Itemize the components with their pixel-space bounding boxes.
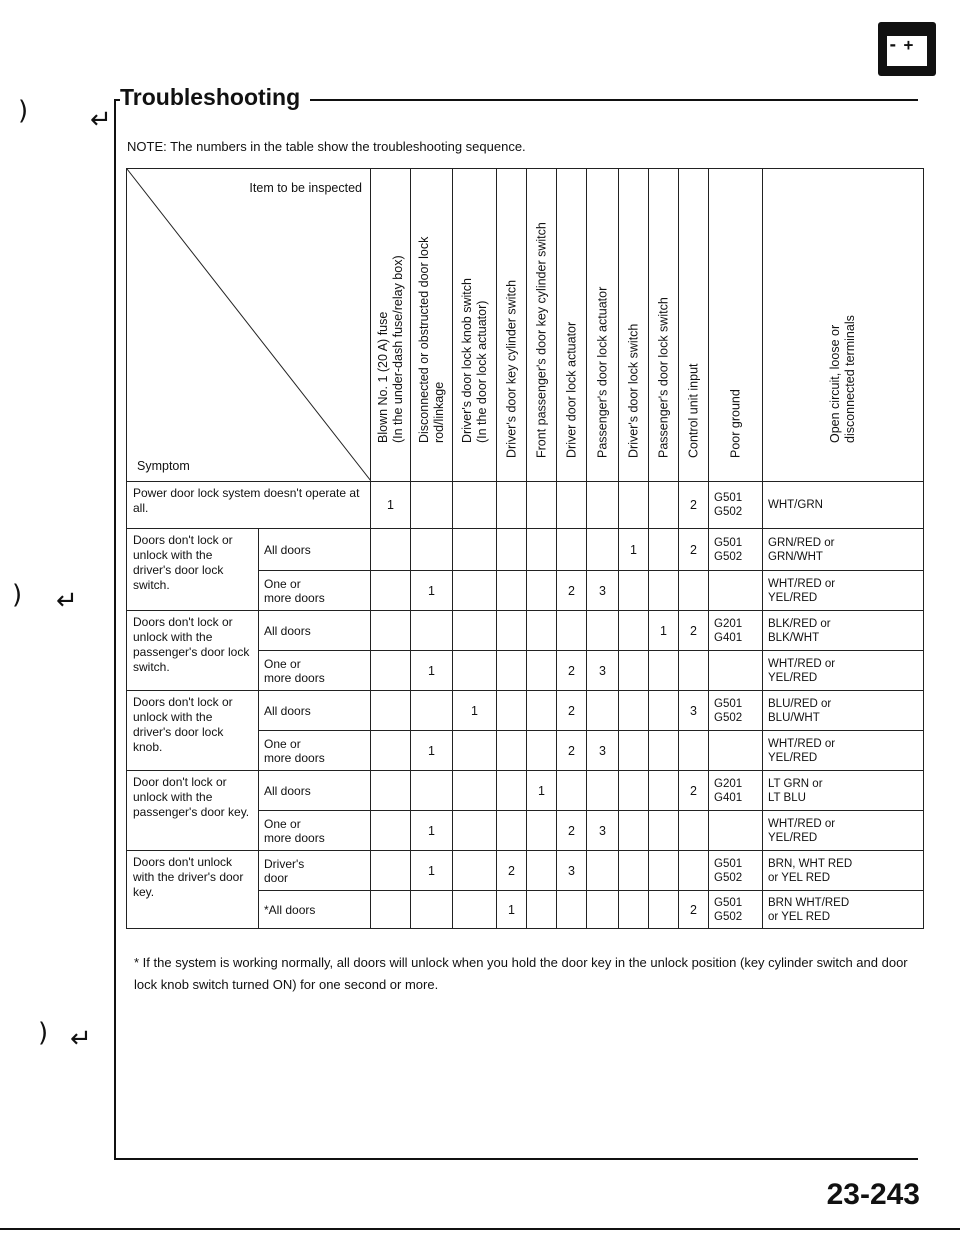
open-circuit-cell: BRN WHT/RED or YEL RED	[763, 891, 924, 929]
sequence-cell	[587, 482, 619, 529]
symptom-cell: Doors don't lock or unlock with the driver's door lock knob.	[127, 691, 259, 771]
sequence-cell: 1	[411, 571, 453, 611]
margin-bracket-bottom: )	[38, 1018, 49, 1048]
sequence-cell	[649, 691, 679, 731]
condition-cell: One or more doors	[259, 651, 371, 691]
column-header-line: Driver's door key cylinder switch	[504, 279, 518, 458]
open-circuit-cell: WHT/RED or YEL/RED	[763, 731, 924, 771]
column-header-line: (In the under-dash fuse/relay box)	[390, 255, 405, 443]
note-text: NOTE: The numbers in the table show the troubleshooting sequence.	[127, 139, 526, 154]
symptom-cell: Power door lock system doesn't operate at all.	[127, 482, 371, 529]
sequence-cell	[527, 611, 557, 651]
sequence-cell: 1	[453, 691, 497, 731]
sequence-cell: 2	[679, 482, 709, 529]
symptom-cell: Doors don't unlock with the driver's door key.	[127, 851, 259, 929]
table-row	[127, 691, 924, 731]
sequence-cell	[619, 482, 649, 529]
poor-ground-cell: G201 G401	[709, 611, 763, 651]
sequence-cell	[527, 691, 557, 731]
page-title: Troubleshooting	[120, 84, 310, 111]
sequence-cell	[649, 482, 679, 529]
sequence-cell	[649, 529, 679, 571]
sequence-cell	[619, 571, 649, 611]
poor-ground-cell	[709, 651, 763, 691]
sequence-cell: 1	[411, 811, 453, 851]
poor-ground-cell: G501 G502	[709, 529, 763, 571]
column-header-9	[649, 169, 679, 482]
poor-ground-cell: G501 G502	[709, 691, 763, 731]
sequence-cell	[453, 731, 497, 771]
page-number: 23-243	[826, 1178, 920, 1211]
table-row	[127, 529, 924, 571]
sequence-cell	[411, 891, 453, 929]
header-diagonal-cell	[127, 169, 371, 482]
condition-cell: Driver's door	[259, 851, 371, 891]
open-circuit-cell: LT GRN or LT BLU	[763, 771, 924, 811]
symptom-cell: Doors don't lock or unlock with the passenger's door lock switch.	[127, 611, 259, 691]
condition-cell: One or more doors	[259, 811, 371, 851]
column-header-line: Open circuit, loose or	[828, 324, 842, 443]
poor-ground-cell: G501 G502	[709, 482, 763, 529]
sequence-cell	[557, 771, 587, 811]
sequence-cell: 2	[557, 811, 587, 851]
sequence-cell	[527, 529, 557, 571]
sequence-cell: 1	[411, 651, 453, 691]
sequence-cell	[649, 571, 679, 611]
column-header-10	[679, 169, 709, 482]
column-header-line: rod/linkage	[431, 381, 446, 443]
sequence-cell	[371, 891, 411, 929]
sequence-cell	[371, 651, 411, 691]
column-header-3	[453, 169, 497, 482]
sequence-cell	[649, 891, 679, 929]
condition-cell: *All doors	[259, 891, 371, 929]
sequence-cell	[453, 611, 497, 651]
sequence-cell	[411, 529, 453, 571]
sequence-cell	[527, 811, 557, 851]
sequence-cell	[679, 851, 709, 891]
symptom-cell: Door don't lock or unlock with the passenger's door key.	[127, 771, 259, 851]
sequence-cell: 1	[649, 611, 679, 651]
sequence-cell: 3	[557, 851, 587, 891]
column-header-line: Passenger's door lock switch	[656, 297, 670, 458]
open-circuit-cell: BLU/RED or BLU/WHT	[763, 691, 924, 731]
sequence-cell	[527, 571, 557, 611]
sequence-cell	[371, 771, 411, 811]
footnote: * If the system is working normally, all doors will unlock when you hold the door key in the unlock position (key cylinder switch and door lock knob switch turned ON) for one second or more.	[134, 955, 908, 992]
sequence-cell: 2	[557, 691, 587, 731]
sequence-cell: 2	[497, 851, 527, 891]
sequence-cell	[527, 851, 557, 891]
condition-cell: All doors	[259, 691, 371, 731]
column-header-2	[411, 169, 453, 482]
poor-ground-cell	[709, 731, 763, 771]
sequence-cell	[619, 691, 649, 731]
sequence-cell	[679, 811, 709, 851]
sequence-cell: 1	[411, 731, 453, 771]
sequence-cell: 1	[619, 529, 649, 571]
poor-ground-cell	[709, 811, 763, 851]
column-header-line: Control unit input	[686, 363, 700, 458]
sequence-cell	[619, 891, 649, 929]
sequence-cell	[557, 529, 587, 571]
sequence-cell: 2	[679, 771, 709, 811]
sequence-cell: 2	[557, 651, 587, 691]
sequence-cell	[497, 611, 527, 651]
sequence-cell	[371, 571, 411, 611]
sequence-cell: 2	[679, 611, 709, 651]
sequence-cell	[587, 611, 619, 651]
sequence-cell	[649, 731, 679, 771]
sequence-cell: 2	[679, 529, 709, 571]
sequence-cell	[619, 811, 649, 851]
sequence-cell	[453, 851, 497, 891]
sequence-cell: 3	[587, 811, 619, 851]
margin-bracket-mid: )	[12, 580, 23, 610]
sequence-cell	[371, 691, 411, 731]
sequence-cell	[371, 851, 411, 891]
sequence-cell	[679, 571, 709, 611]
sequence-cell	[497, 529, 527, 571]
column-header-line: Blown No. 1 (20 A) fuse	[375, 311, 390, 443]
symptom-label: Symptom	[137, 459, 190, 473]
sequence-cell	[371, 731, 411, 771]
sequence-cell: 1	[527, 771, 557, 811]
sequence-cell: 2	[557, 731, 587, 771]
column-header-1	[371, 169, 411, 482]
margin-bracket-top: )	[18, 96, 29, 126]
column-header-8	[619, 169, 649, 482]
sequence-cell: 3	[587, 731, 619, 771]
condition-cell: All doors	[259, 529, 371, 571]
open-circuit-cell: WHT/GRN	[763, 482, 924, 529]
open-circuit-cell: BRN, WHT RED or YEL RED	[763, 851, 924, 891]
sequence-cell	[649, 771, 679, 811]
sequence-cell	[453, 891, 497, 929]
table-row	[127, 482, 924, 529]
symptom-cell: Doors don't lock or unlock with the driver's door lock switch.	[127, 529, 259, 611]
open-circuit-cell: GRN/RED or GRN/WHT	[763, 529, 924, 571]
sequence-cell: 1	[371, 482, 411, 529]
sequence-cell	[557, 891, 587, 929]
column-header-line: Disconnected or obstructed door lock	[416, 236, 431, 443]
sequence-cell	[527, 482, 557, 529]
sequence-cell	[649, 811, 679, 851]
sequence-cell	[497, 571, 527, 611]
header-row	[127, 169, 924, 482]
sequence-cell	[371, 611, 411, 651]
sequence-cell	[649, 651, 679, 691]
title-bar	[120, 84, 918, 118]
poor-ground-cell: G501 G502	[709, 851, 763, 891]
sequence-cell: 3	[587, 651, 619, 691]
column-header-6	[557, 169, 587, 482]
open-circuit-cell: WHT/RED or YEL/RED	[763, 571, 924, 611]
table-row	[127, 611, 924, 651]
sequence-cell	[497, 731, 527, 771]
sequence-cell	[587, 529, 619, 571]
open-circuit-cell: WHT/RED or YEL/RED	[763, 651, 924, 691]
condition-cell: One or more doors	[259, 571, 371, 611]
sequence-cell	[497, 482, 527, 529]
sequence-cell	[527, 891, 557, 929]
sequence-cell	[679, 731, 709, 771]
sequence-cell	[497, 691, 527, 731]
margin-mark-top: ↵	[90, 105, 112, 135]
poor-ground-cell	[709, 571, 763, 611]
column-header-line: disconnected terminals	[843, 315, 857, 443]
sequence-cell	[619, 771, 649, 811]
sequence-cell	[371, 811, 411, 851]
sequence-cell: 3	[679, 691, 709, 731]
column-header-5	[527, 169, 557, 482]
sequence-cell	[453, 811, 497, 851]
sequence-cell	[527, 651, 557, 691]
sequence-cell: 2	[679, 891, 709, 929]
sequence-cell	[587, 851, 619, 891]
column-header-4	[497, 169, 527, 482]
sequence-cell: 3	[587, 571, 619, 611]
column-header-line: (In the door lock actuator)	[474, 300, 489, 443]
column-header-12	[763, 169, 924, 482]
table-row	[127, 851, 924, 891]
sequence-cell	[453, 482, 497, 529]
item-to-inspect-label: Item to be inspected	[249, 181, 362, 195]
sequence-cell	[497, 651, 527, 691]
poor-ground-cell: G201 G401	[709, 771, 763, 811]
column-header-line: Driver door lock actuator	[564, 321, 578, 458]
sequence-cell: 1	[497, 891, 527, 929]
sequence-cell	[619, 731, 649, 771]
sequence-cell	[411, 691, 453, 731]
sequence-cell	[453, 651, 497, 691]
sequence-cell	[453, 571, 497, 611]
column-header-line: Passenger's door lock actuator	[595, 286, 609, 458]
sequence-cell	[619, 851, 649, 891]
poor-ground-cell: G501 G502	[709, 891, 763, 929]
column-header-line: Driver's door lock knob switch	[459, 278, 474, 443]
battery-icon: -+	[878, 22, 936, 76]
sequence-cell	[371, 529, 411, 571]
condition-cell: All doors	[259, 611, 371, 651]
margin-mark-bottom: ↵	[70, 1024, 92, 1054]
open-circuit-cell: WHT/RED or YEL/RED	[763, 811, 924, 851]
sequence-cell	[587, 771, 619, 811]
sequence-cell	[619, 611, 649, 651]
sequence-cell	[649, 851, 679, 891]
sequence-cell	[411, 771, 453, 811]
column-header-line: Driver's door lock switch	[626, 323, 640, 458]
sequence-cell	[453, 529, 497, 571]
sequence-cell	[557, 482, 587, 529]
troubleshooting-table	[126, 168, 924, 929]
sequence-cell	[527, 731, 557, 771]
column-header-line: Front passenger's door key cylinder switch	[534, 222, 548, 458]
sequence-cell	[587, 891, 619, 929]
table-row	[127, 771, 924, 811]
condition-cell: All doors	[259, 771, 371, 811]
column-header-7	[587, 169, 619, 482]
sequence-cell	[679, 651, 709, 691]
sequence-cell: 2	[557, 571, 587, 611]
sequence-cell	[557, 611, 587, 651]
sequence-cell	[497, 811, 527, 851]
column-header-line: Poor ground	[728, 389, 742, 458]
sequence-cell	[619, 651, 649, 691]
sequence-cell	[453, 771, 497, 811]
sequence-cell	[497, 771, 527, 811]
bottom-rule	[0, 1228, 960, 1230]
sequence-cell	[411, 611, 453, 651]
condition-cell: One or more doors	[259, 731, 371, 771]
sequence-cell: 1	[411, 851, 453, 891]
column-header-11	[709, 169, 763, 482]
sequence-cell	[411, 482, 453, 529]
margin-mark-mid: ↵	[56, 586, 78, 616]
open-circuit-cell: BLK/RED or BLK/WHT	[763, 611, 924, 651]
sequence-cell	[587, 691, 619, 731]
